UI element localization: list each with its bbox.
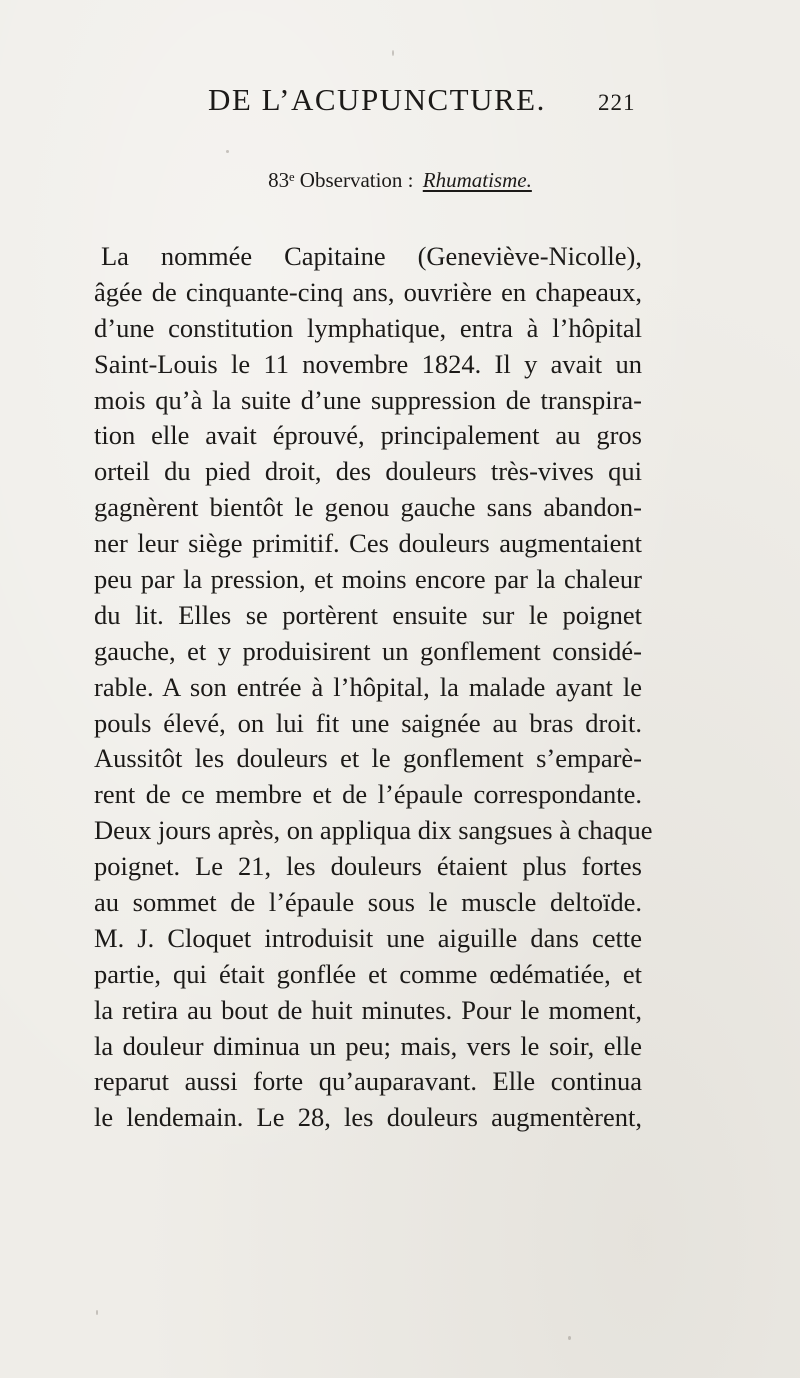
body-paragraph (94, 239, 653, 1136)
text-line: du lit. Elles se portèrent ensuite sur le poignet (94, 599, 642, 630)
text-line: la retira au bout de huit minutes. Pour le moment, (94, 994, 642, 1025)
text-line: d’une constitution lymphatique, entra à l’hôpital (94, 312, 642, 343)
text-line: rent de ce membre et de l’épaule correspondante. (94, 779, 642, 810)
text-line: partie, qui était gonflée et comme œdématiée, et (94, 958, 642, 989)
text-line: mois qu’à la suite d’une suppression de transpira- (94, 384, 642, 415)
text-line: Deux jours après, on appliqua dix sangsues à chaque (94, 815, 653, 846)
text-line: gauche, et y produisirent un gonflement considé- (94, 635, 642, 666)
observation-title: Rhumatisme. (422, 168, 532, 192)
text-line: poignet. Le 21, les douleurs étaient plus fortes (94, 851, 642, 882)
text-line: âgée de cinquante-cinq ans, ouvrière en chapeaux, (94, 276, 642, 307)
text-line: la douleur diminua un peu; mais, vers le soir, elle (94, 1030, 642, 1061)
observation-number: 83ᵉ Observation : (268, 168, 414, 192)
text-line: Saint-Louis le 11 novembre 1824. Il y avait un (94, 348, 642, 379)
text-line: peu par la pression, et moins encore par la chaleur (94, 564, 642, 595)
text-line: Aussitôt les douleurs et le gonflement s’emparè- (94, 743, 642, 774)
text-line: M. J. Cloquet introduisit une aiguille dans cette (94, 922, 642, 953)
text-line: gagnèrent bientôt le genou gauche sans abandon- (94, 492, 642, 523)
paper-speck (568, 1336, 571, 1340)
text-line: le lendemain. Le 28, les douleurs augmentèrent, (94, 1102, 642, 1133)
text-line: reparut aussi forte qu’auparavant. Elle continua (94, 1066, 642, 1097)
text-line: orteil du pied droit, des douleurs très-vives qui (94, 456, 642, 487)
paper-speck (96, 1310, 98, 1315)
text-line: rable. A son entrée à l’hôpital, la malade ayant le (94, 671, 642, 702)
page-header (0, 82, 800, 122)
text-line: La nommée Capitaine (Geneviève-Nicolle), (101, 241, 642, 271)
observation-heading (0, 168, 800, 193)
paper-speck (226, 150, 229, 153)
text-line: tion elle avait éprouvé, principalement au gros (94, 420, 642, 451)
page-number: 221 (598, 90, 636, 115)
text-line: ner leur siège primitif. Ces douleurs augmentaient (94, 528, 642, 559)
text-line: pouls élevé, on lui fit une saignée au bras droit. (94, 707, 642, 738)
paper-speck (392, 50, 394, 56)
text-line: au sommet de l’épaule sous le muscle deltoïde. (94, 887, 642, 918)
running-title: DE L’ACUPUNCTURE. (208, 82, 546, 117)
